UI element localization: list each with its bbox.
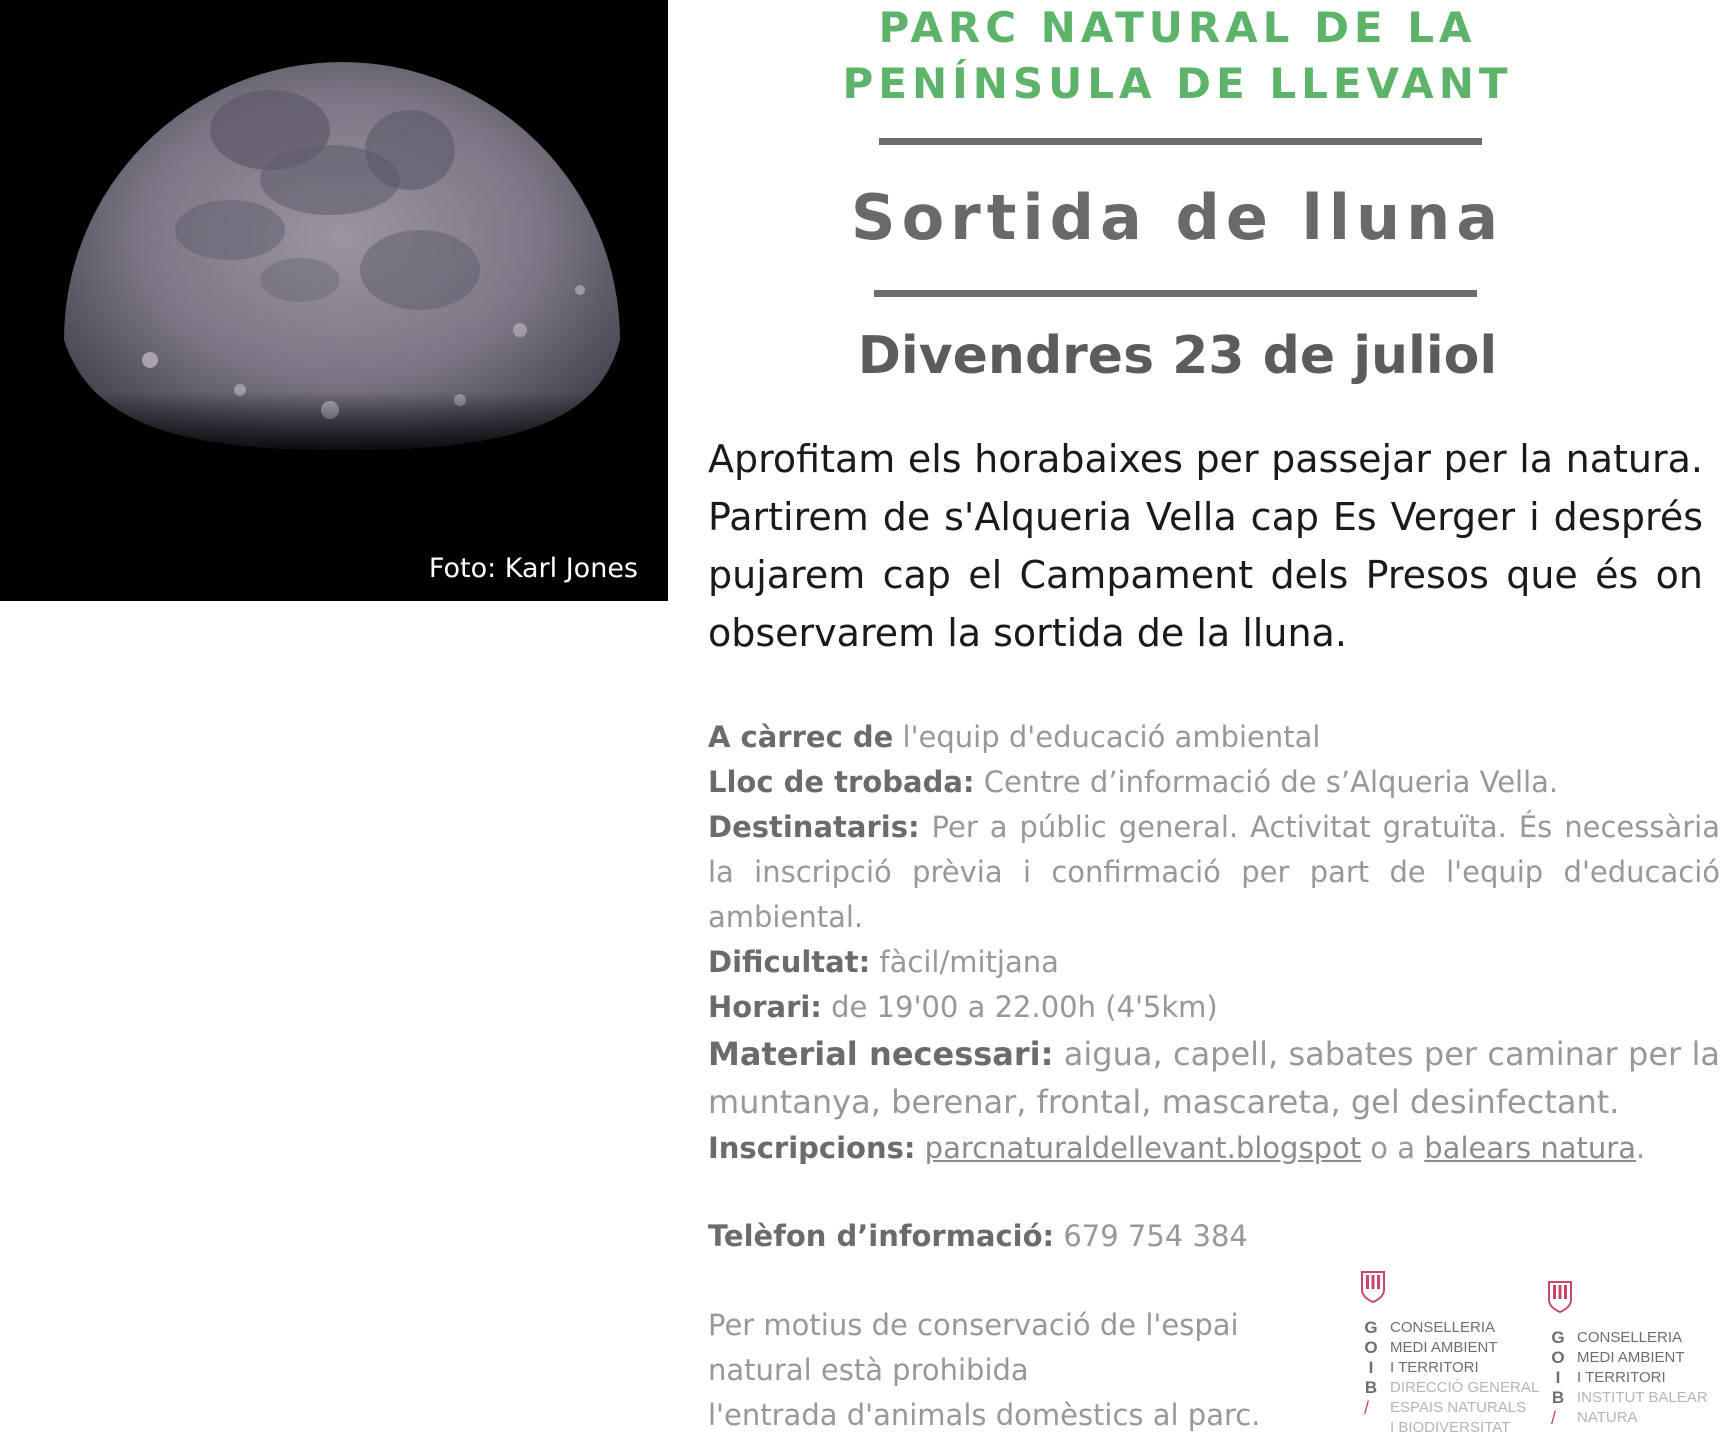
logo-line: ESPAIS NATURALS <box>1390 1399 1527 1416</box>
divider-top <box>879 138 1482 145</box>
park-name-line1: PARC NATURAL DE LA <box>878 3 1477 52</box>
difficulty-value: fàcil/mitjana <box>870 945 1059 979</box>
logo-line: DIRECCIÓ GENERAL <box>1390 1379 1540 1396</box>
blogspot-link[interactable]: parcnaturaldellevant.blogspot <box>924 1131 1362 1165</box>
goib-letter: I <box>1368 1358 1374 1377</box>
schedule-value: de 19'00 a 22.00h (4'5km) <box>821 990 1218 1024</box>
meeting-value: Centre d’informació de s’Alqueria Vella. <box>974 765 1559 799</box>
difficulty-label: Dificultat: <box>708 945 871 979</box>
logo-line: INSTITUT BALEAR <box>1577 1389 1708 1406</box>
detail-registration <box>708 1126 1720 1171</box>
moon-photo <box>0 0 668 601</box>
park-name <box>740 0 1615 112</box>
goib-letter: B <box>1551 1388 1565 1407</box>
goib-logo-espais-naturals <box>1358 1270 1538 1440</box>
organizer-label: A càrrec de <box>708 720 894 754</box>
material-value: aigua, capell, sabates per caminar per la muntanya, berenar, frontal, mascareta, gel desinfectant. <box>708 1035 1720 1121</box>
goib-letter: O <box>1364 1338 1378 1357</box>
logo-line: NATURA <box>1577 1409 1638 1426</box>
logo-text <box>1577 1328 1730 1428</box>
event-date: Divendres 23 de juliol <box>857 326 1498 386</box>
slash-icon: / <box>1364 1398 1370 1418</box>
moon-image <box>0 0 668 601</box>
detail-schedule <box>708 985 1720 1030</box>
logo-line: I TERRITORI <box>1390 1359 1479 1376</box>
meeting-label: Lloc de trobada: <box>708 765 975 799</box>
detail-audience <box>708 805 1720 940</box>
logo-line: CONSELLERIA <box>1390 1319 1496 1336</box>
registration-label: Inscripcions: <box>708 1131 916 1165</box>
logo-line: MEDI AMBIENT <box>1577 1349 1685 1366</box>
balears-natura-link[interactable]: balears natura <box>1424 1131 1636 1165</box>
registration-end: . <box>1635 1131 1646 1165</box>
phone-label: Telèfon d’informació: <box>708 1219 1055 1253</box>
notice-line3: l'entrada d'animals domèstics al parc. <box>708 1398 1261 1432</box>
divider-bottom <box>874 290 1477 297</box>
shield-icon <box>1360 1270 1386 1304</box>
park-name-line2: PENÍNSULA DE LLEVANT <box>842 59 1513 108</box>
audience-value: Per a públic general. Activitat gratuïta. És necessària la inscripció prèvia i confirmació per part de l'equip d'educació ambiental. <box>708 810 1720 934</box>
event-description: Aprofitam els horabaixes per passejar per la natura. Partirem de s'Alqueria Vella cap Es Verger i després pujarem cap el Campament dels Presos que és on observarem la sortida de la lluna. <box>708 437 1703 655</box>
goib-letter: G <box>1364 1318 1378 1337</box>
event-title: Sortida de lluna <box>850 181 1505 254</box>
audience-label: Destinataris: <box>708 810 920 844</box>
organizer-value: l'equip d'educació ambiental <box>893 720 1321 754</box>
detail-organizer <box>708 715 1720 760</box>
logo-line: CONSELLERIA <box>1577 1329 1683 1346</box>
goib-letters <box>1551 1328 1565 1408</box>
goib-logo-institut-balear-natura <box>1545 1280 1725 1450</box>
photo-credit: Foto: Karl Jones <box>428 553 638 584</box>
logo-text <box>1390 1318 1550 1438</box>
goib-letter: G <box>1551 1328 1565 1347</box>
registration-or: o a <box>1361 1131 1425 1165</box>
notice-line1: Per motius de conservació de l'espai <box>708 1308 1239 1342</box>
phone-number: 679 754 384 <box>1054 1219 1248 1253</box>
goib-letter: O <box>1551 1348 1565 1367</box>
detail-meeting-point <box>708 760 1720 805</box>
detail-difficulty <box>708 940 1720 985</box>
logo-line: I BIODIVERSITAT <box>1390 1419 1511 1436</box>
goib-letter: I <box>1555 1368 1561 1387</box>
goib-letter: B <box>1364 1378 1378 1397</box>
pets-notice <box>708 1303 1308 1438</box>
slash-icon: / <box>1551 1408 1557 1428</box>
info-phone <box>708 1214 1248 1259</box>
logo-line: MEDI AMBIENT <box>1390 1339 1498 1356</box>
event-details <box>708 715 1720 1171</box>
schedule-label: Horari: <box>708 990 822 1024</box>
detail-material <box>708 1030 1720 1126</box>
shield-icon <box>1547 1280 1573 1314</box>
material-label: Material necessari: <box>708 1035 1054 1073</box>
logo-line: I TERRITORI <box>1577 1369 1666 1386</box>
goib-letters <box>1364 1318 1378 1398</box>
notice-line2: natural està prohibida <box>708 1353 1029 1387</box>
